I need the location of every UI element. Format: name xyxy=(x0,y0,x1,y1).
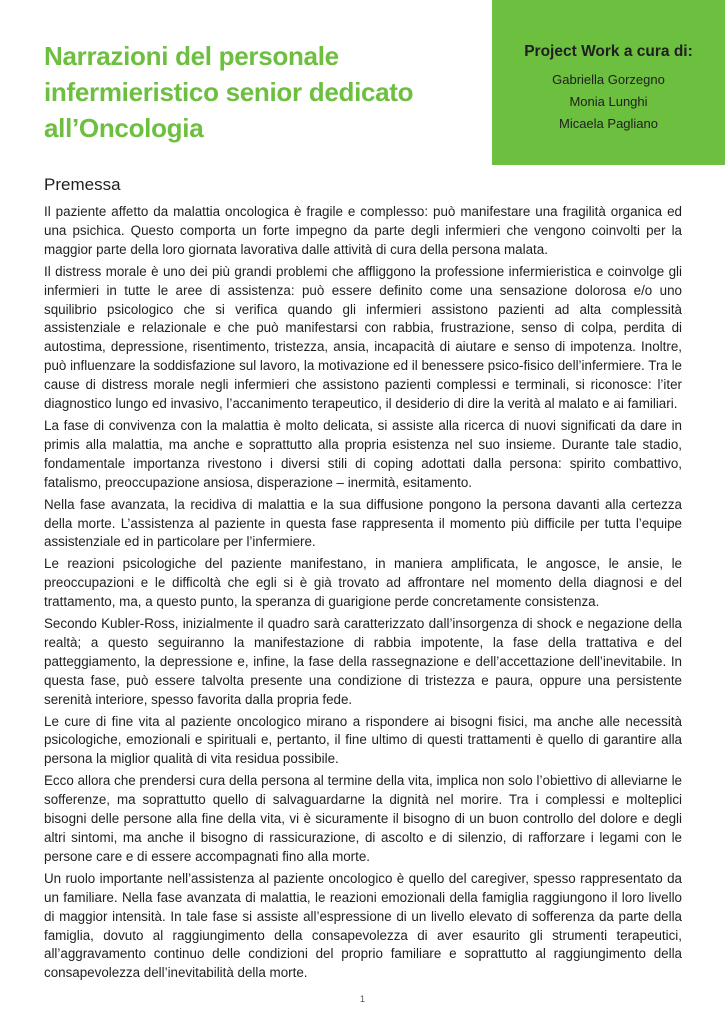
title-line: Narrazioni del personale xyxy=(44,41,339,71)
page-number: 1 xyxy=(359,994,365,1004)
paragraph: Le reazioni psicologiche del paziente manifestano, in maniera amplificata, le angosce, le ansie, le preoccupazioni e le difficoltà che egli si è già trovato ad affrontare nel momento della diagnosi e del trattamento, ma, a questo punto, la speranza di guarigione perde concretamente consistenza. xyxy=(44,556,682,610)
body-text xyxy=(44,203,682,986)
author-name: Monia Lunghi xyxy=(569,94,648,109)
authors-box xyxy=(492,0,725,165)
author-name: Micaela Pagliano xyxy=(558,116,658,131)
paragraph: Secondo Kubler-Ross, inizialmente il quadro sarà caratterizzato dall’insorgenza di shock e negazione della realtà; a questo seguiranno la manifestazione di rabbia impotente, la fase della trattativa e del patteggiamento, la depressione e, infine, la fase della rassegnazione e dell’accettazione dell’inevitabile. In questa fase, può essere talvolta presente una condizione di tristezza e paura, oppure una persistente serenità interiore, spesso favorita dalla propria fede. xyxy=(44,616,682,707)
title-line: infermieristico senior dedicato xyxy=(44,77,414,107)
paragraph: La fase di convivenza con la malattia è molto delicata, si assiste alla ricerca di nuovi significati da dare in primis alla malattia, ma anche e soprattutto alla propria esistenza nel suo insieme. Durante tale stadio, fondamentale importanza rivestono i diversi stili di coping adottati dalla persona: spirito combattivo, fatalismo, preoccupazione ansiosa, disperazione – inermità, esitamento. xyxy=(44,417,682,490)
paragraph: Il distress morale è uno dei più grandi problemi che affliggono la professione infermieristica e coinvolge gli infermieri in tutte le aree di assistenza: può essere definito come una sensazione dolorosa e/o uno squilibrio psicologico che si verifica quando gli infermieri assistono pazienti ad alta complessità assistenziale e relazionale e che può manifestarsi con rabbia, frustrazione, senso di colpa, perdita di autostima, depressione, risentimento, tristezza, ansia, incapacità di aiutare e senso di impotenza. Inoltre, può influenzare la soddisfazione sul lavoro, la motivazione ed il benessere psico-fisico dell’infermiere. Tra le cause di distress morale negli infermieri che assistono pazienti complessi e terminali, si riconosce: l’iter diagnostico lungo ed invasivo, l’accanimento terapeutico, il desiderio di dire la verità al malato e ai familiari. xyxy=(44,263,682,412)
document-title xyxy=(44,38,464,146)
section-title: Premessa xyxy=(44,175,121,194)
title-line: all’Oncologia xyxy=(44,113,204,143)
paragraph: Le cure di fine vita al paziente oncologico mirano a rispondere ai bisogni fisici, ma anche alle necessità psicologiche, emozionali e spirituali e, pertanto, il fine ultimo di questi trattamenti è quello di garantire alla persona la miglior qualità di vita residua possibile. xyxy=(44,713,682,767)
paragraph: Il paziente affetto da malattia oncologica è fragile e complesso: può manifestare una fragilità organica ed una psichica. Questo comporta un forte impegno da parte degli infermieri che vengono coinvolti per la maggior parte della loro giornata lavorativa dalle attività di cura della persona malata. xyxy=(44,204,682,257)
author-name: Gabriella Gorzegno xyxy=(552,72,665,87)
paragraph: Nella fase avanzata, la recidiva di malattia e la sua diffusione pongono la persona davanti alla certezza della morte. L’assistenza al paziente in questa fase rappresenta il momento più difficile per tutta l’equipe assistenziale ed in particolare per l’infermiere. xyxy=(44,496,682,550)
paragraph: Ecco allora che prendersi cura della persona al termine della vita, implica non solo l’obiettivo di alleviarne le sofferenze, ma soprattutto quello di salvaguardarne la dignità nel morire. Tra i complessi e molteplici bisogni delle persone alla fine della vita, vi è sicuramente il bisogno di un buon controllo del dolore e degli altri sintomi, ma anche il bisogno di rassicurazione, di ascolto e di silenzio, di rafforzare i legami con le persone care e di essere accompagnati fino alla morte. xyxy=(44,773,682,864)
paragraph: Un ruolo importante nell’assistenza al paziente oncologico è quello del caregiver, spesso rappresentato da un familiare. Nella fase avanzata di malattia, le reazioni emozionali della famiglia raggiungono il loro livello di maggior intensità. In tale fase si assiste all’espressione di un livello elevato di sofferenza da parte della famiglia, dovuto al raggiungimento della consapevolezza di aver esaurito gli strumenti terapeutici, all’aggravamento continuo delle condizioni del proprio familiare e soprattutto al raggiungimento della consapevolezza dell’inevitabilità della morte. xyxy=(44,870,682,981)
authors-heading: Project Work a cura di: xyxy=(524,43,693,60)
